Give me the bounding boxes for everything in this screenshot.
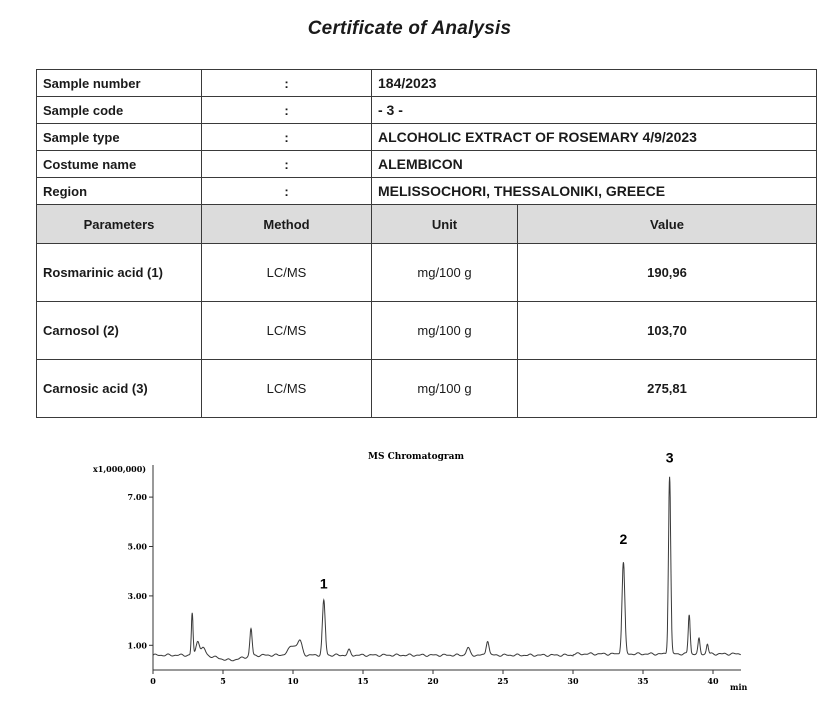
x-tick-label: 40 [707, 676, 719, 686]
chart-y-label: x1,000,000) [93, 464, 147, 474]
sample-info [37, 70, 817, 205]
info-row [37, 70, 817, 97]
info-value: ALCOHOLIC EXTRACT OF ROSEMARY 4/9/2023 [372, 124, 817, 151]
parameter-name: Carnosol (2) [37, 302, 202, 360]
info-label: Sample code [37, 97, 202, 124]
result-value: 190,96 [518, 244, 817, 302]
info-separator: : [202, 97, 372, 124]
x-tick-label: 25 [497, 676, 509, 686]
ms-chromatogram [90, 447, 750, 697]
info-label: Region [37, 178, 202, 205]
chromatogram-trace [153, 477, 741, 661]
chart-axes [153, 465, 741, 670]
result-row [37, 360, 817, 418]
unit-value: mg/100 g [372, 360, 518, 418]
peak-label: 1 [319, 575, 328, 592]
method-value: LC/MS [202, 302, 372, 360]
x-tick-label: 35 [637, 676, 649, 686]
y-tick-label: 5.00 [127, 541, 147, 552]
peak-label: 2 [619, 531, 628, 548]
x-tick-label: 0 [150, 676, 156, 686]
unit-value: mg/100 g [372, 302, 518, 360]
info-value: 184/2023 [372, 70, 817, 97]
header-unit: Unit [372, 205, 518, 244]
info-label: Costume name [37, 151, 202, 178]
certificate-table [36, 69, 817, 418]
unit-value: mg/100 g [372, 244, 518, 302]
result-value: 275,81 [518, 360, 817, 418]
info-separator: : [202, 178, 372, 205]
info-row [37, 124, 817, 151]
results-body [37, 244, 817, 418]
info-value: - 3 - [372, 97, 817, 124]
result-row [37, 244, 817, 302]
info-separator: : [202, 70, 372, 97]
header-parameters: Parameters [37, 205, 202, 244]
info-separator: : [202, 151, 372, 178]
header-value: Value [518, 205, 817, 244]
chart-title: MS Chromatogram [368, 452, 464, 462]
info-row [37, 97, 817, 124]
x-tick-label: 20 [427, 676, 439, 686]
method-value: LC/MS [202, 244, 372, 302]
info-value: MELISSOCHORI, THESSALONIKI, GREECE [372, 178, 817, 205]
peak-annotations [320, 450, 674, 592]
y-tick-label: 1.00 [127, 640, 147, 651]
result-row [37, 302, 817, 360]
x-tick-label: 10 [287, 676, 299, 686]
x-tick-label: 15 [357, 676, 369, 686]
result-value: 103,70 [518, 302, 817, 360]
x-tick-label: 30 [567, 676, 579, 686]
parameter-name: Rosmarinic acid (1) [37, 244, 202, 302]
results-header-row [37, 205, 817, 244]
info-label: Sample number [37, 70, 202, 97]
chart-x-label: min [730, 682, 748, 692]
method-value: LC/MS [202, 360, 372, 418]
document-title: Certificate of Analysis [307, 18, 512, 39]
header-method: Method [202, 205, 372, 244]
y-tick-label: 3.00 [127, 590, 147, 601]
parameter-name: Carnosic acid (3) [37, 360, 202, 418]
y-tick-label: 7.00 [127, 492, 147, 503]
info-label: Sample type [37, 124, 202, 151]
info-separator: : [202, 124, 372, 151]
info-row [37, 151, 817, 178]
info-row [37, 178, 817, 205]
info-value: ALEMBICON [372, 151, 817, 178]
peak-label: 3 [665, 449, 674, 466]
x-tick-label: 5 [220, 676, 226, 686]
